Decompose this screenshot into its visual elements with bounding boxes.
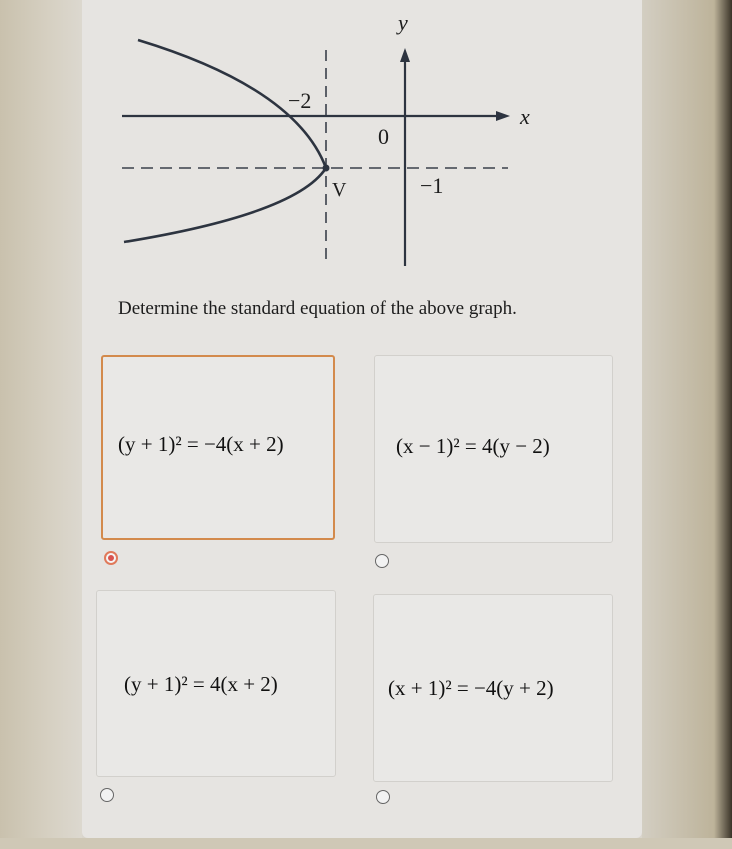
option-a-radio[interactable]: [104, 551, 118, 565]
y-axis-arrow: [400, 48, 410, 62]
vertex-point: [323, 165, 330, 172]
origin-label: 0: [378, 124, 389, 149]
x-axis-arrow: [496, 111, 510, 121]
y-axis-label: y: [398, 10, 408, 35]
option-d-radio[interactable]: [376, 790, 390, 804]
option-d-equation: (x + 1)² = −4(y + 2): [388, 676, 554, 700]
x-axis-label: x: [520, 104, 530, 129]
option-c-equation: (y + 1)² = 4(x + 2): [124, 672, 278, 696]
tick-label-neg1: −1: [420, 173, 444, 198]
page-margin-bottom: [0, 838, 732, 849]
parabola-graph: [0, 0, 732, 300]
option-c-radio[interactable]: [100, 788, 114, 802]
option-b-equation: (x − 1)² = 4(y − 2): [396, 434, 550, 458]
question-text: Determine the standard equation of the above graph.: [118, 298, 517, 319]
option-a-equation: (y + 1)² = −4(x + 2): [118, 432, 284, 456]
tick-label-neg2: −2: [288, 88, 312, 113]
vertex-label: V: [332, 179, 347, 201]
parabola-curve: [124, 40, 326, 242]
option-b-radio[interactable]: [375, 554, 389, 568]
